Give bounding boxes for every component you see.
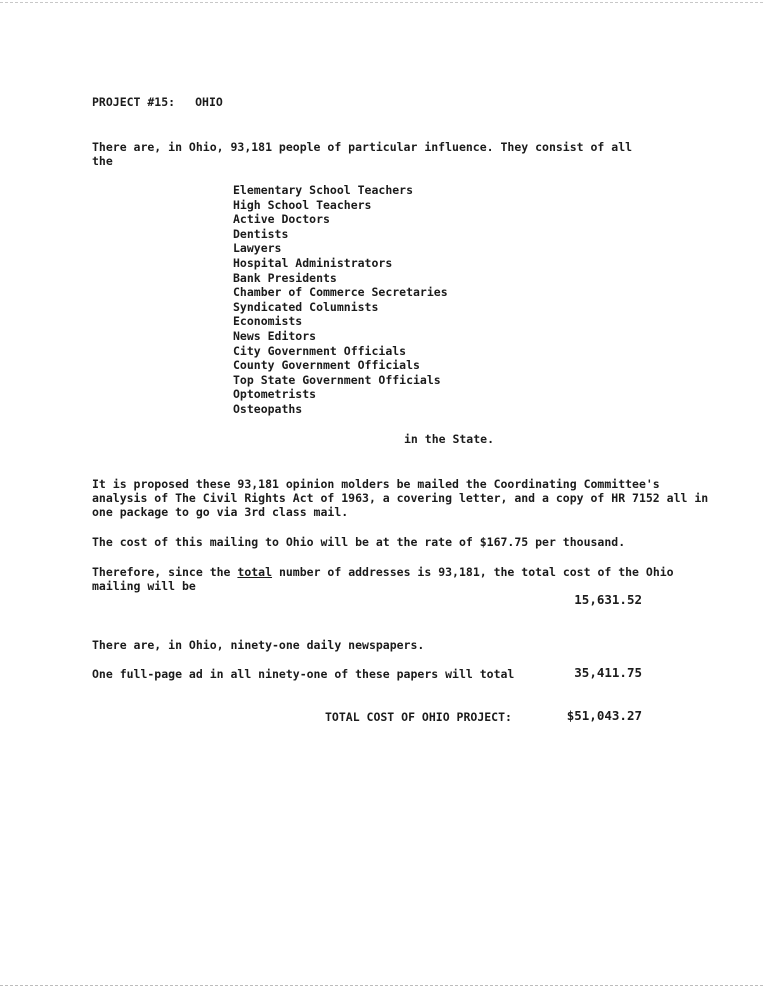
ad-amount: 35,411.75 (574, 665, 642, 680)
mailing-amount: 15,631.52 (574, 592, 642, 607)
profession-item: City Government Officials (233, 343, 407, 358)
profession-item: Elementary School Teachers (233, 183, 414, 197)
grand-total-label: TOTAL COST OF OHIO PROJECT: (325, 710, 512, 724)
grand-total-amount: $51,043.27 (566, 708, 642, 723)
proposal-paragraph: It is proposed these 93,181 opinion molders be mailed the Coordinating Committee's analysis of The Civil Rights Act of 1963, a covering letter, and a copy of HR 7152 all in one package to go via 3rd class mail. (92, 477, 709, 519)
profession-item: Optometrists (233, 387, 317, 402)
project-state: OHIO (195, 95, 223, 109)
page-top-edge (0, 2, 763, 3)
project-number: PROJECT #15: (92, 95, 176, 109)
in-the-state-text: in the State. (404, 432, 495, 446)
professions-list (233, 183, 448, 417)
newspapers-text: There are, in Ohio, ninety-one daily newspapers. (92, 638, 425, 652)
mailing-rate-text: The cost of this mailing to Ohio will be at the rate of $167.75 per thousand. (92, 535, 626, 549)
mailing-total-after: number of addresses is 93,181, the total cost of the Ohio mailing will be (92, 565, 674, 593)
project-header (92, 95, 223, 109)
profession-item: News Editors (233, 328, 317, 343)
mailing-total-before: Therefore, since the (92, 565, 238, 579)
mailing-total-text (92, 565, 692, 593)
profession-item: Hospital Administrators (233, 255, 393, 270)
profession-item: Bank Presidents (233, 270, 337, 285)
profession-item: Active Doctors (233, 212, 330, 227)
profession-item: Chamber of Commerce Secretaries (233, 285, 448, 300)
profession-item: Lawyers (233, 241, 282, 256)
profession-item: County Government Officials (233, 358, 420, 373)
ad-cost-text: One full-page ad in all ninety-one of these papers will total (92, 667, 515, 681)
profession-item: Top State Government Officials (233, 372, 441, 387)
profession-item: Economists (233, 314, 303, 329)
profession-item: Dentists (233, 226, 289, 241)
page-bottom-edge (0, 985, 763, 986)
profession-item: High School Teachers (233, 197, 372, 212)
intro-paragraph: There are, in Ohio, 93,181 people of particular influence. They consist of all the (92, 140, 633, 168)
profession-item: Osteopaths (233, 401, 303, 416)
mailing-total-underlined: total (237, 565, 273, 579)
profession-item: Syndicated Columnists (233, 299, 379, 314)
